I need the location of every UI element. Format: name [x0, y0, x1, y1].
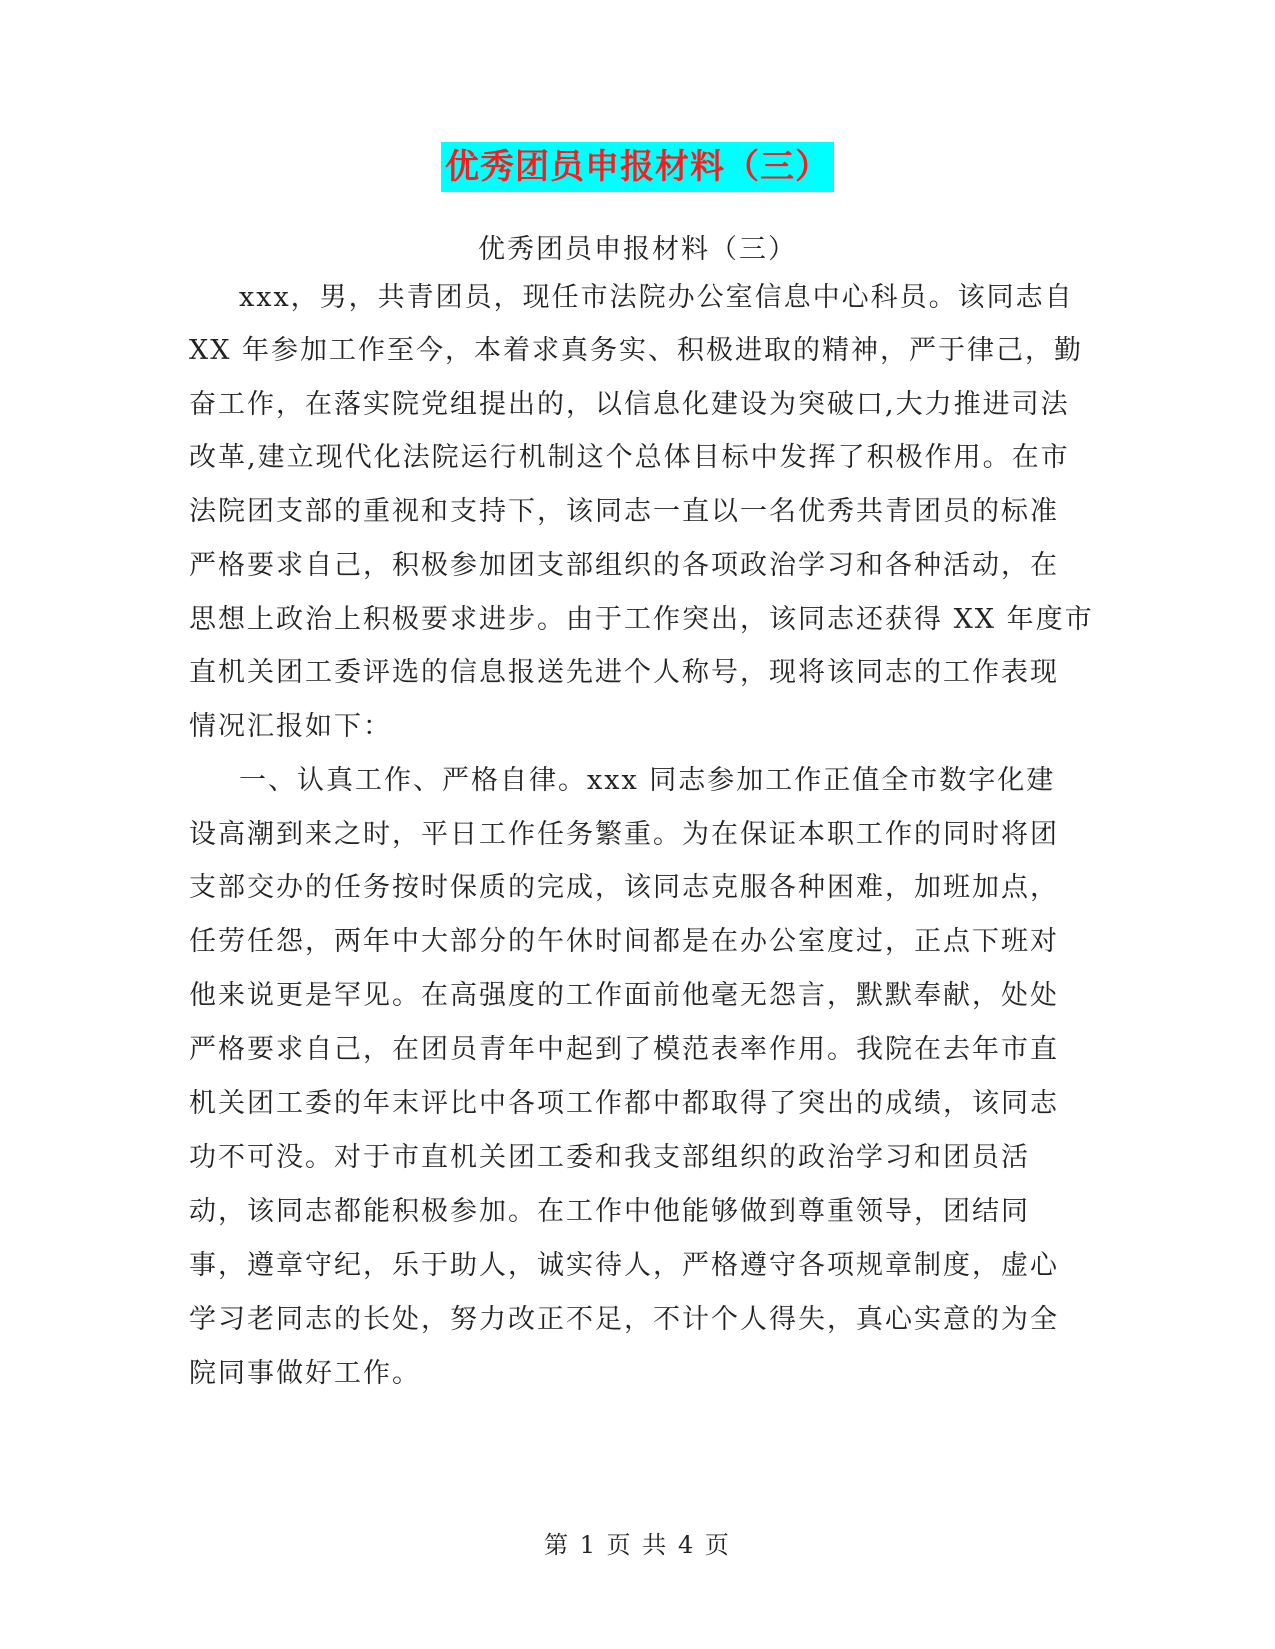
body-line: 学习老同志的长处，努力改正不足，不计个人得失，真心实意的为全 — [189, 1304, 1059, 1335]
body-line: 法院团支部的重视和支持下，该同志一直以一名优秀共青团员的标准 — [189, 496, 1059, 527]
body-line: 任劳任怨，两年中大部分的午休时间都是在办公室度过，正点下班对 — [189, 926, 1059, 957]
body-line: xxx，男，共青团员，现任市法院办公室信息中心科员。该同志自 — [239, 282, 1074, 313]
body-line: 支部交办的任务按时保质的完成，该同志克服各种困难，加班加点， — [189, 872, 1059, 903]
body-line: 院同事做好工作。 — [189, 1358, 421, 1389]
body-line: 机关团工委的年末评比中各项工作都中都取得了突出的成绩，该同志 — [189, 1088, 1059, 1119]
body-line: 严格要求自己，积极参加团支部组织的各项政治学习和各种活动，在 — [189, 550, 1059, 581]
body-line: 设高潮到来之时，平日工作任务繁重。为在保证本职工作的同时将团 — [189, 819, 1059, 850]
body-line: 一、认真工作、严格自律。xxx 同志参加工作正值全市数字化建 — [239, 765, 1056, 796]
body-line: XX 年参加工作至今，本着求真务实、积极进取的精神，严于律己，勤 — [189, 335, 1084, 366]
body-line: 他来说更是罕见。在高强度的工作面前他毫无怨言，默默奉献，处处 — [189, 980, 1059, 1011]
document-title: 优秀团员申报材料（三） — [441, 142, 834, 192]
page-number-footer: 第 1 页 共 4 页 — [544, 1531, 731, 1559]
title-container — [0, 142, 1275, 192]
body-line: 严格要求自己，在团员青年中起到了模范表率作用。我院在去年市直 — [189, 1034, 1059, 1065]
body-line: 事，遵章守纪，乐于助人，诚实待人，严格遵守各项规章制度，虚心 — [189, 1250, 1059, 1281]
body-line: 奋工作，在落实院党组提出的，以信息化建设为突破口,大力推进司法 — [189, 389, 1070, 420]
body-line: 功不可没。对于市直机关团工委和我支部组织的政治学习和团员活 — [189, 1142, 1030, 1173]
document-subtitle: 优秀团员申报材料（三） — [478, 234, 797, 265]
body-line: 情况汇报如下： — [189, 711, 392, 742]
body-line: 直机关团工委评选的信息报送先进个人称号，现将该同志的工作表现 — [189, 657, 1059, 688]
body-line: 改革,建立现代化法院运行机制这个总体目标中发挥了积极作用。在市 — [189, 442, 1070, 473]
body-line: 动，该同志都能积极参加。在工作中他能够做到尊重领导，团结同 — [189, 1196, 1030, 1227]
body-line: 思想上政治上积极要求进步。由于工作突出，该同志还获得 XX 年度市 — [189, 604, 1094, 635]
